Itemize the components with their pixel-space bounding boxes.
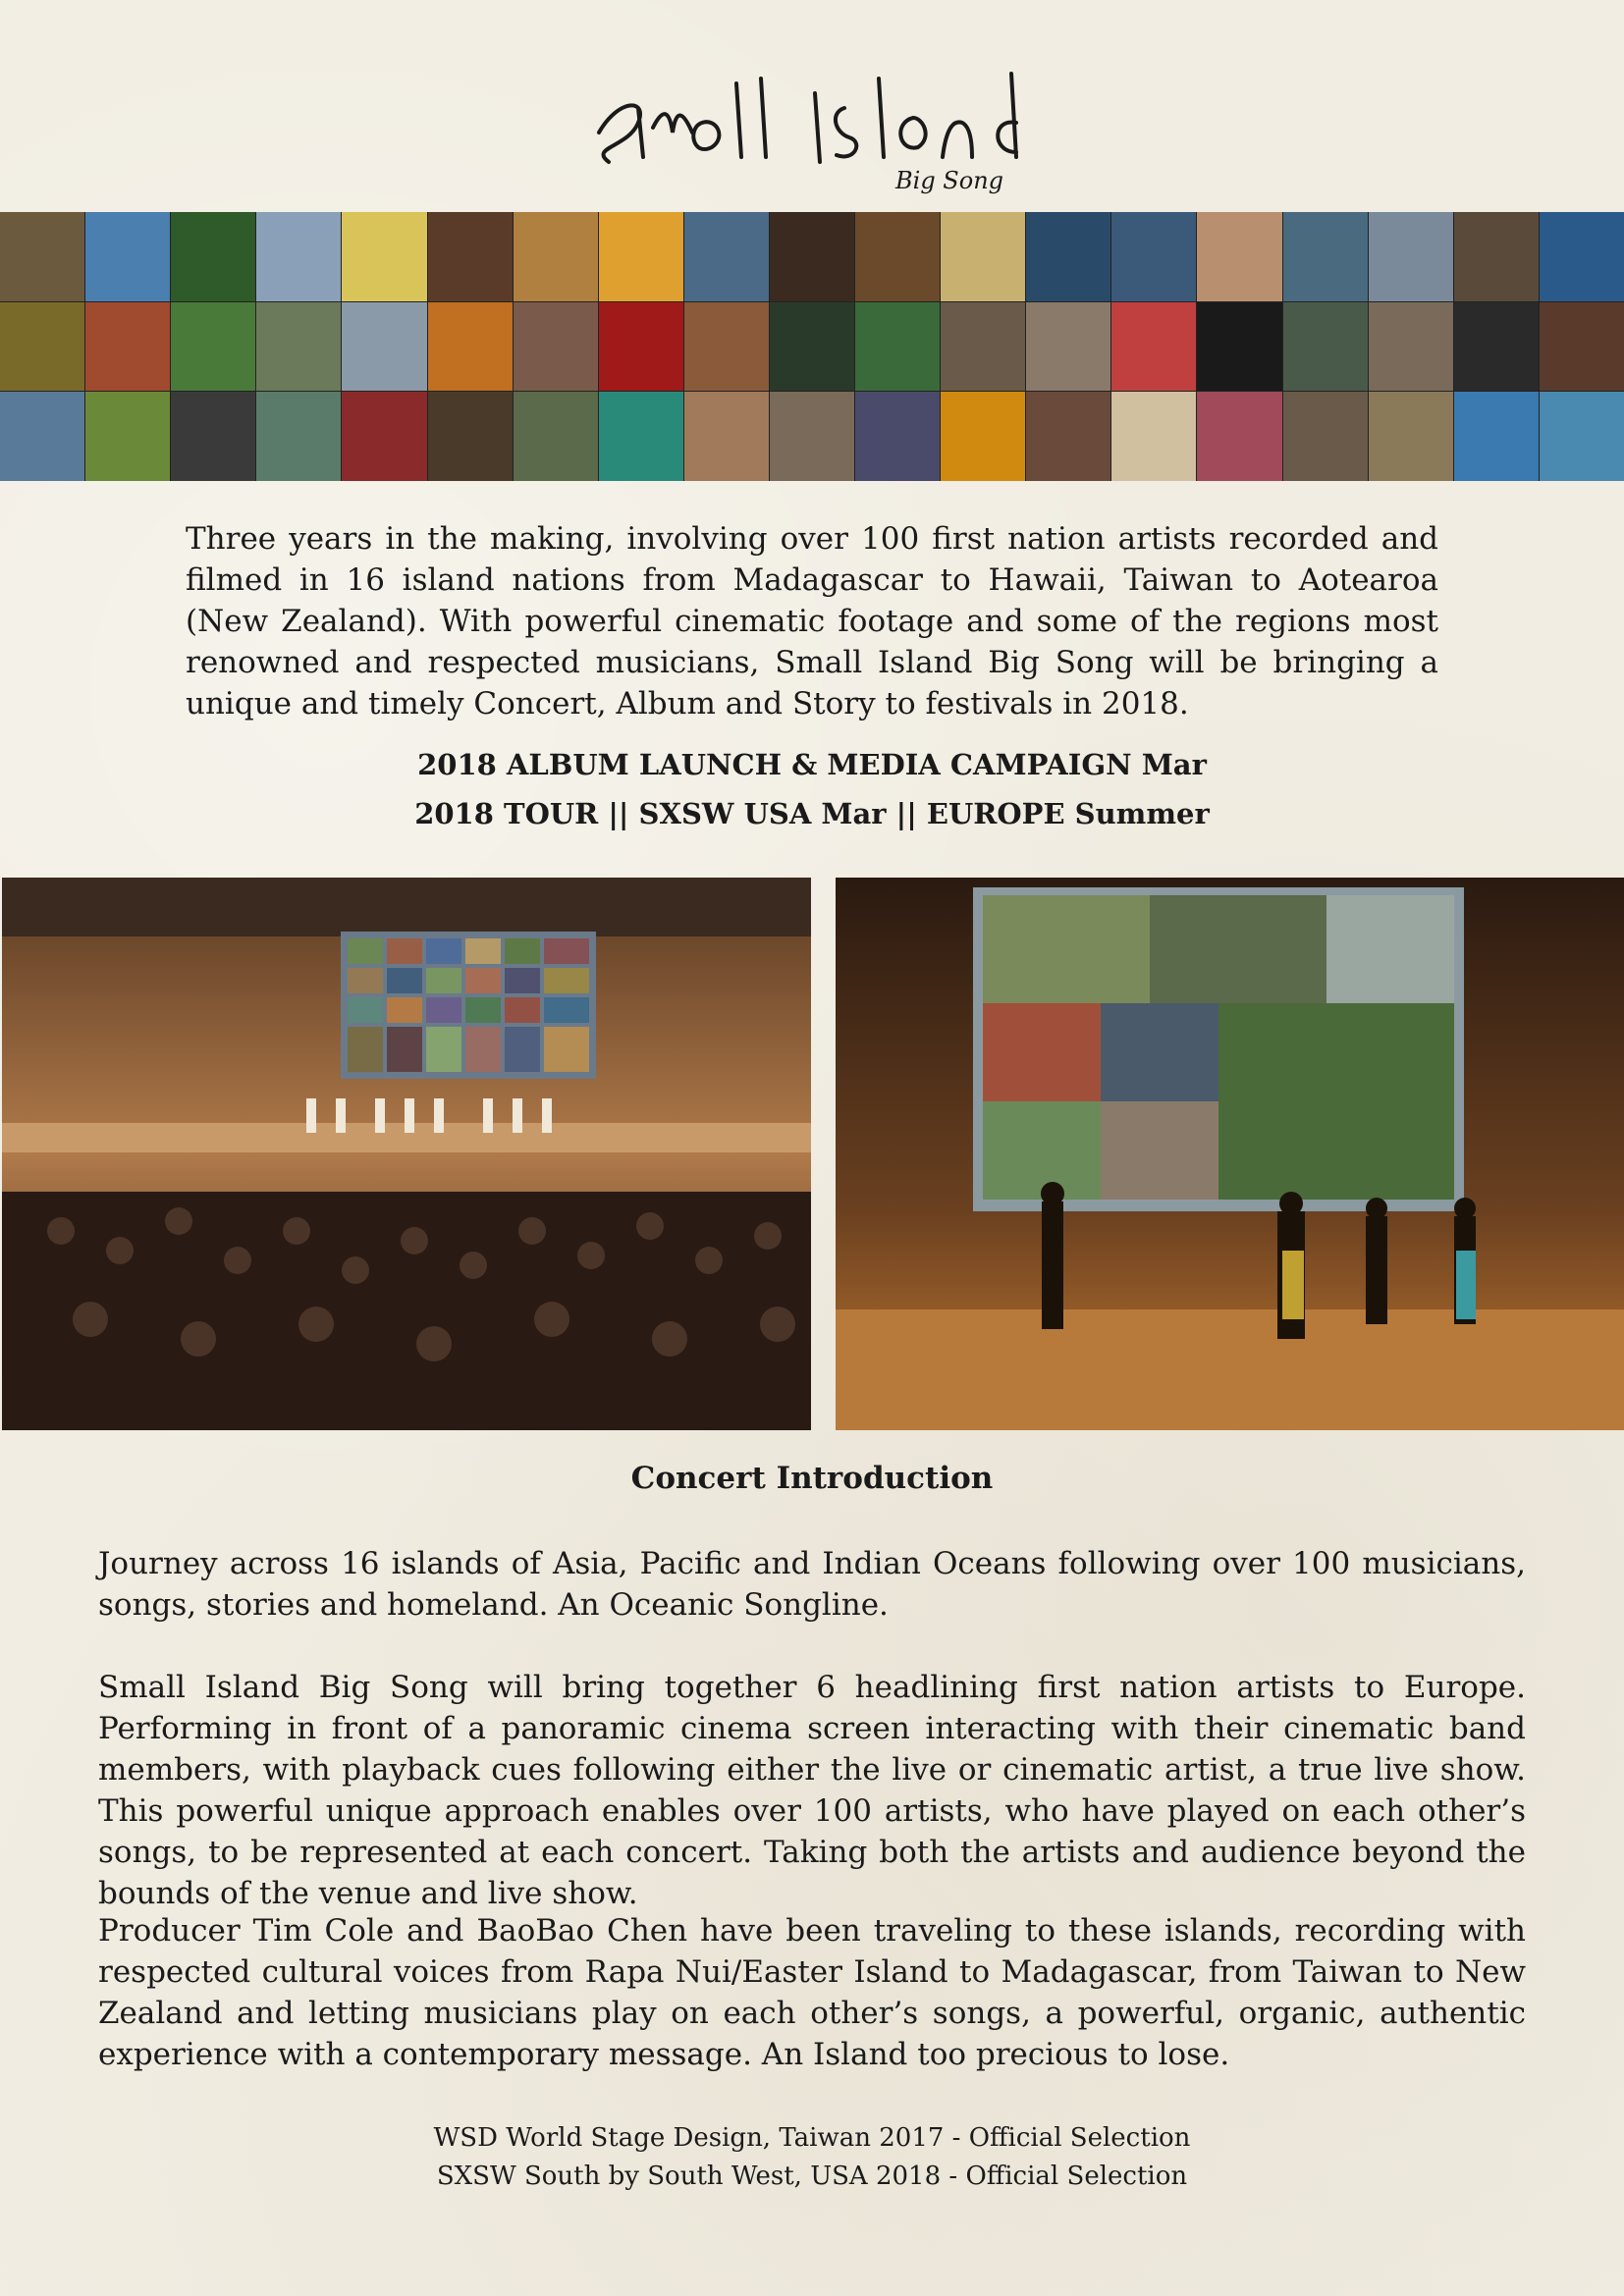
- mosaic-photo-tile: [1540, 392, 1624, 481]
- concert-paragraph-1: Journey across 16 islands of Asia, Pacific and Indian Oceans following over 100 musicians, songs, stories and homeland. An Oceanic Songline.: [98, 1546, 1526, 1623]
- mosaic-photo-tile: [342, 212, 426, 301]
- mosaic-photo-tile: [1540, 302, 1624, 392]
- mosaic-photo-tile: [1540, 212, 1624, 301]
- mosaic-photo-tile: [256, 302, 341, 392]
- mosaic-photo-tile: [85, 212, 170, 301]
- mosaic-photo-tile: [1197, 392, 1281, 481]
- mosaic-photo-tile: [1369, 302, 1453, 392]
- mosaic-photo-tile: [1454, 302, 1539, 392]
- mosaic-photo-tile: [1026, 392, 1110, 481]
- mosaic-photo-tile: [1283, 212, 1368, 301]
- mosaic-photo-tile: [1197, 212, 1281, 301]
- mosaic-photo-tile: [599, 392, 683, 481]
- mosaic-photo-tile: [514, 302, 598, 392]
- tour-headline: 2018 TOUR || SXSW USA Mar || EUROPE Summer: [414, 797, 1210, 830]
- small-island-big-song-logo: [579, 39, 1051, 196]
- mosaic-photo-tile: [85, 302, 170, 392]
- mosaic-photo-tile: [941, 302, 1025, 392]
- mosaic-photo-tile: [1111, 392, 1196, 481]
- mosaic-photo-tile: [599, 212, 683, 301]
- mosaic-photo-tile: [941, 212, 1025, 301]
- mosaic-photo-tile: [85, 392, 170, 481]
- mosaic-photo-tile: [171, 302, 255, 392]
- mosaic-photo-tile: [684, 302, 769, 392]
- mosaic-photo-tile: [770, 302, 854, 392]
- mosaic-photo-tile: [1369, 392, 1453, 481]
- mosaic-photo-tile: [855, 302, 940, 392]
- mosaic-photo-tile: [1111, 212, 1196, 301]
- mosaic-photo-tile: [1454, 212, 1539, 301]
- intro-paragraph: Three years in the making, involving over 100 first nation artists recorded and filmed in 16 island nations from Madagascar to Hawaii, Taiwan to Aotearoa (New Zealand). With powerful cinematic footage and some of the regions most renowned and respected musicians, Small Island Big Song will be bringing a unique and timely Concert, Album and Story to festivals in 2018.: [186, 521, 1438, 721]
- island-photo-mosaic: [0, 212, 1624, 481]
- mosaic-photo-tile: [428, 392, 513, 481]
- mosaic-photo-tile: [342, 392, 426, 481]
- mosaic-photo-tile: [256, 392, 341, 481]
- mosaic-photo-tile: [514, 392, 598, 481]
- stage-performance-photo: [836, 878, 1624, 1430]
- mosaic-photo-tile: [0, 392, 84, 481]
- mosaic-photo-tile: [855, 392, 940, 481]
- mosaic-photo-tile: [855, 212, 940, 301]
- mosaic-photo-tile: [684, 392, 769, 481]
- mosaic-photo-tile: [342, 302, 426, 392]
- mosaic-photo-tile: [1369, 212, 1453, 301]
- mosaic-photo-tile: [428, 212, 513, 301]
- mosaic-photo-tile: [1283, 302, 1368, 392]
- concert-hall-audience-photo: [2, 878, 811, 1430]
- mosaic-photo-tile: [256, 212, 341, 301]
- mosaic-photo-tile: [599, 302, 683, 392]
- concert-paragraph-2: Small Island Big Song will bring together 6 headlining first nation artists to Europe. Performing in front of a panoramic cinema screen interacting with their cinematic band members, with playback cues following either the live or cinematic artist, a true live show. This powerful unique approach enables over 100 artists, who have played on each other’s songs, to be represented at each concert. Taking both the artists and audience beyond the bounds of the venue and live show.: [98, 1670, 1526, 1911]
- mosaic-photo-tile: [514, 212, 598, 301]
- mosaic-photo-tile: [171, 392, 255, 481]
- logo-subtitle: Big Song: [895, 167, 1004, 194]
- mosaic-photo-tile: [0, 212, 84, 301]
- concert-introduction-title: Concert Introduction: [630, 1461, 994, 1496]
- mosaic-photo-tile: [428, 302, 513, 392]
- mosaic-photo-tile: [1026, 302, 1110, 392]
- mosaic-photo-tile: [0, 302, 84, 392]
- mosaic-photo-tile: [684, 212, 769, 301]
- mosaic-photo-tile: [1283, 392, 1368, 481]
- concert-paragraph-3: Producer Tim Cole and BaoBao Chen have been traveling to these islands, recording with respected cultural voices from Rapa Nui/Easter Island to Madagascar, from Taiwan to New Zealand and letting musicians play on each other’s songs, a powerful, organic, authentic experience with a contemporary message. An Island too precious to lose.: [98, 1913, 1526, 2072]
- mosaic-photo-tile: [1111, 302, 1196, 392]
- wsd-official-selection: WSD World Stage Design, Taiwan 2017 - Official Selection: [433, 2123, 1191, 2153]
- mosaic-photo-tile: [770, 212, 854, 301]
- mosaic-photo-tile: [171, 212, 255, 301]
- album-launch-headline: 2018 ALBUM LAUNCH & MEDIA CAMPAIGN Mar: [417, 748, 1207, 781]
- mosaic-photo-tile: [770, 392, 854, 481]
- mosaic-photo-tile: [941, 392, 1025, 481]
- sxsw-official-selection: SXSW South by South West, USA 2018 - Official Selection: [436, 2162, 1188, 2191]
- mosaic-photo-tile: [1026, 212, 1110, 301]
- mosaic-photo-tile: [1454, 392, 1539, 481]
- mosaic-photo-tile: [1197, 302, 1281, 392]
